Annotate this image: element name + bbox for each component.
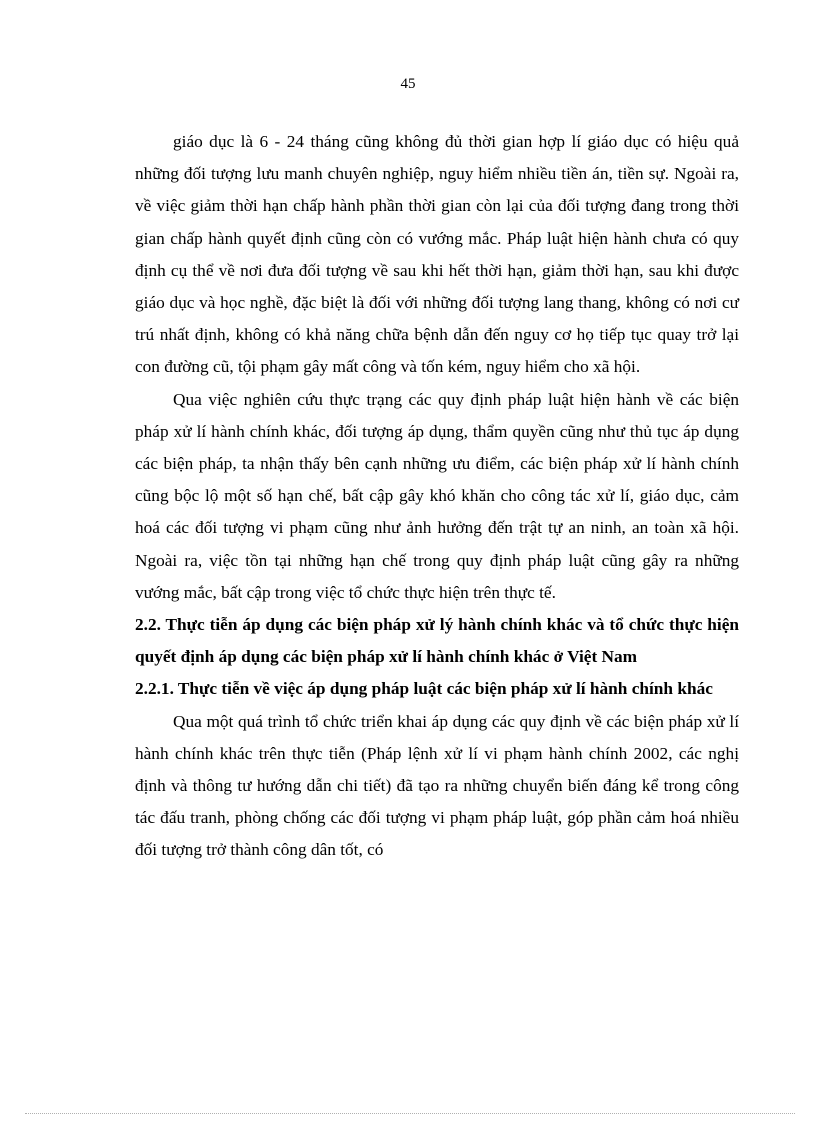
paragraph-3: Qua một quá trình tổ chức triển khai áp dụng các quy định về các biện pháp xử lí hành chính khác trên thực tiễn (Pháp lệnh xử lí vi phạm hành chính 2002, các nghị định và thông tư hướng dẫn chi tiết) đã tạo ra những chuyển biến đáng kể trong công tác đấu tranh, phòng chống các đối tượng vi phạm pháp luật, góp phần cảm hoá nhiều đối tượng trở thành công dân tốt, có [135,711,739,860]
footer-dotted-divider [25,1113,795,1114]
section-heading-2-2: 2.2. Thực tiễn áp dụng các biện pháp xử lý hành chính khác và tổ chức thực hiện quyết định áp dụng các biện pháp xử lí hành chính khác ở Việt Nam [135,615,739,667]
paragraph-1: giáo dục là 6 - 24 tháng cũng không đủ thời gian hợp lí giáo dục có hiệu quả những đối tượng lưu manh chuyên nghiệp, nguy hiểm nhiều tiền án, tiền sự. Ngoài ra, về việc giảm thời hạn chấp hành phần thời gian còn lại của đối tượng đang trong thời gian chấp hành quyết định cũng còn có vướng mắc. Pháp luật hiện hành chưa có quy định cụ thể về nơi đưa đối tượng về sau khi hết thời hạn, giảm thời hạn, sau khi được giáo dục và học nghề, đặc biệt là đối với những đối tượng lang thang, không có nơi cư trú nhất định, không có khả năng chữa bệnh dẫn đến nguy cơ họ tiếp tục quay trở lại con đường cũ, tội phạm gây mất công và tốn kém, nguy hiểm cho xã hội. [135,132,739,377]
subsection-heading-2-2-1: 2.2.1. Thực tiễn về việc áp dụng pháp luật các biện pháp xử lí hành chính khác [135,679,713,699]
paragraph-2: Qua việc nghiên cứu thực trạng các quy định pháp luật hiện hành về các biện pháp xử lí hành chính khác, đối tượng áp dụng, thẩm quyền cũng như thủ tục áp dụng các biện pháp, ta nhận thấy bên cạnh những ưu điểm, các biện pháp xử lí hành chính cũng bộc lộ một số hạn chế, bất cập gây khó khăn cho công tác xử lí, giáo dục, cảm hoá các đối tượng vi phạm cũng như ảnh hưởng đến trật tự an ninh, an toàn xã hội. Ngoài ra, việc tồn tại những hạn chế trong quy định pháp luật cũng gây ra những vướng mắc, bất cập trong việc tổ chức thực hiện trên thực tế. [135,389,739,602]
document-body [135,126,739,867]
page-number: 45 [400,76,416,92]
